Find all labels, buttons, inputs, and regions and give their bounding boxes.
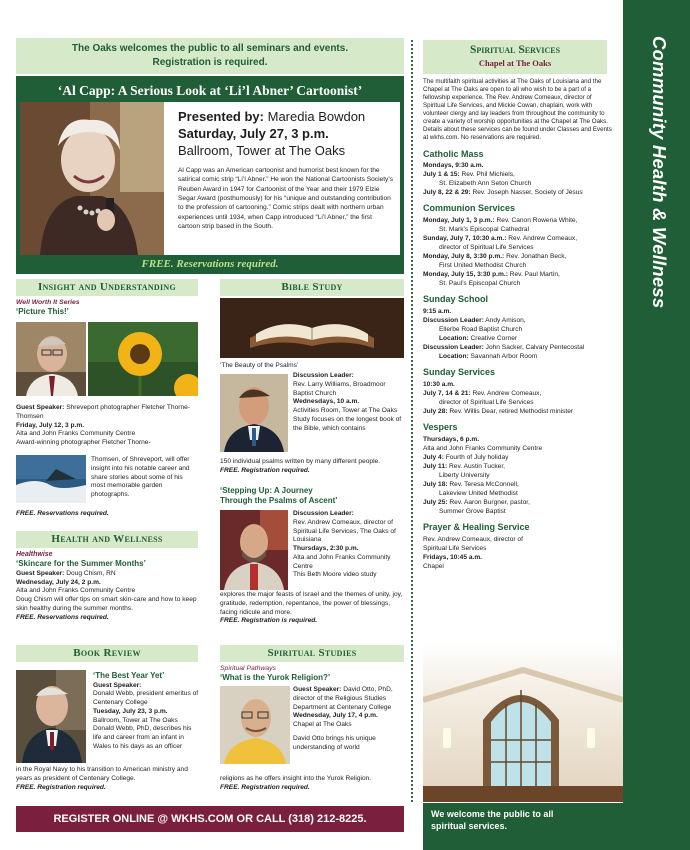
health-date: Wednesday, July 24, 2 p.m. (16, 578, 101, 586)
journey-title-2: Through the Psalms of Ascent’ (220, 496, 338, 505)
catholic-e2: Rev. Joseph Nasser, Society of Jesus (472, 189, 583, 197)
spiritual-header (423, 40, 607, 74)
vespers-e4-org: Summer Grove Baptist (439, 508, 506, 516)
chapel-photo (423, 640, 623, 802)
insight-header: Insight and Understanding (16, 279, 198, 296)
psalms-leader: Rev. Larry Williams, Broadmoor Baptist Church (293, 380, 386, 397)
vespers-e3-date: July 18: (423, 481, 448, 489)
vespers-e3-org: Lakeview United Methodist (439, 490, 518, 498)
feature-date: Saturday, July 27, 3 p.m. (178, 126, 329, 141)
vespers-e3: Rev. Teresa McConnell, (449, 481, 519, 489)
studies-title: ‘What is the Yurok Religion?’ (220, 673, 331, 683)
prayer-title: Prayer & Healing Service (423, 522, 530, 533)
feature-location: Ballroom, Tower at The Oaks (178, 143, 346, 158)
insight-speaker-label: Guest Speaker: (16, 404, 65, 411)
communion-e2-role: director of Spiritual Life Services (439, 243, 534, 251)
studies-series: Spiritual Pathways (220, 665, 276, 672)
vespers-e4-date: July 25: (423, 499, 448, 507)
psalms-free: FREE. Registration required. (220, 466, 310, 474)
insight-body-a: Award-winning photographer Fletcher Thorne- (16, 439, 151, 447)
journey-leader-label: Discussion Leader: (293, 510, 354, 517)
vespers-e1: Fourth of July holiday (445, 453, 509, 461)
book-header: Book Review (16, 645, 198, 662)
feature-title: ‘Al Capp: A Serious Look at ‘Li’l Abner’ Cartoonist’ (57, 83, 363, 98)
register-bar (16, 806, 404, 832)
studies-free: FREE. Registration required. (220, 783, 310, 791)
book-body-b: in the Royal Navy to his transition to American ministry and years as president of Centenary College. (16, 766, 188, 782)
sunday-e2-date: July 28: (423, 408, 448, 416)
communion-e1-date: Monday, July 1, 3 p.m.: (423, 216, 495, 224)
coast-photo (16, 455, 86, 503)
book-date: Tuesday, July 23, 3 p.m. (93, 707, 168, 715)
andrew-comeaux-photo (220, 510, 288, 590)
insight-venue: Alta and John Franks Community Centre (16, 430, 136, 438)
larry-williams-photo (220, 374, 288, 452)
sunflower-photo (88, 322, 198, 396)
health-body: Doug Chism will offer tips on smart skin-care and how to keep skin healthy during the summer months. (16, 596, 197, 612)
prayer-line2: Spiritual Life Services (423, 544, 487, 552)
school-e2-label: Discussion Leader: (423, 344, 484, 352)
studies-speaker: David Otto, PhD, director of the Religious Studies Department at Centenary College (293, 686, 393, 711)
communion-e1: Rev. Canon Rowena White, (496, 216, 578, 224)
school-e2: John Sacker, Calvary Pentecostal (485, 344, 585, 352)
sunday-e1: Rev. Andrew Comeaux, (472, 389, 542, 397)
feature-free: FREE. Reservations required. (141, 258, 279, 270)
school-e2-loc: Savannah Arbor Room (470, 353, 538, 361)
vespers-time: Thursdays, 6 p.m. (423, 435, 480, 443)
photographer-photo (16, 322, 86, 396)
presented-label: Presented by: (178, 109, 264, 124)
journey-title-1: ‘Stepping Up: A Journey (220, 486, 313, 495)
presenter-photo (20, 102, 164, 255)
book-venue: Ballroom, Tower at The Oaks (93, 716, 178, 724)
book-speaker-label: Guest Speaker: (93, 681, 142, 689)
psalms-leader-label: Discussion Leader: (293, 372, 354, 379)
communion-e4-church: St. Paul’s Episcopal Church (439, 280, 521, 288)
journey-free: FREE. Registration is required. (220, 617, 318, 625)
studies-date: Wednesday, July 17, 4 p.m. (293, 712, 378, 720)
studies-venue: Chapel at The Oaks (293, 721, 352, 729)
communion-e1-church: St. Mark’s Episcopal Cathedral (439, 225, 530, 233)
psalms-body-a: Study focuses on the longest book of the Bible, which contains (293, 415, 402, 432)
studies-speaker-label: Guest Speaker: (293, 686, 342, 693)
school-e2-loc-label: Location: (439, 353, 469, 361)
health-series: Healthwise (16, 551, 53, 558)
book-free: FREE. Registration required. (16, 783, 106, 791)
health-header: Health and Wellness (16, 531, 198, 548)
health-speaker-label: Guest Speaker: (16, 569, 65, 577)
book-speaker: Donald Webb, president emeritus of Centenary College (93, 690, 199, 707)
psalms-body-b: 150 individual psalms written by many different people. (220, 458, 381, 465)
insight-series: Well Worth It Series (16, 299, 80, 306)
sunday-e2: Rev. Willis Dear, retired Methodist minister (449, 408, 574, 416)
donald-webb-photo (16, 670, 86, 763)
welcome-line1: We welcome the public to all (431, 809, 554, 819)
vespers-e4: Rev. Aaron Burgner, pastor, (449, 499, 530, 507)
health-free: FREE. Reservations required. (16, 613, 109, 621)
catholic-e1-date: July 1 & 15: (423, 171, 460, 178)
communion-e4-date: Monday, July 15, 3:30 p.m.: (423, 271, 508, 279)
book-body-a: Donald Webb, PhD, describes his life and career from an infant in Wales to his days as an officer (93, 725, 192, 750)
catholic-e1: Rev. Phil Michiels, (461, 171, 515, 178)
health-title: ‘Skincare for the Summer Months’ (16, 559, 146, 569)
sunday-time: 10:30 a.m. (423, 380, 455, 388)
welcome-bar (423, 803, 623, 850)
psalms-title: ‘The Beauty of the Psalms’ (220, 362, 299, 369)
side-title: Community Health & Wellness (649, 36, 670, 309)
school-title: Sunday School (423, 294, 489, 305)
spiritual-title: Spiritual Services (469, 44, 561, 56)
vespers-e2-date: July 11: (423, 462, 448, 470)
feature-inner (20, 102, 400, 255)
journey-leader: Rev. Andrew Comeaux, director of Spiritual Life Services, The Oaks of Louisiana (293, 518, 396, 544)
communion-e3: Rev. Jonathan Beck, (506, 253, 567, 261)
vespers-e2: Rev. Austin Tucker, (449, 462, 505, 470)
open-bible-photo (220, 298, 404, 358)
school-e1-church: Ellerbe Road Baptist Church (439, 326, 523, 334)
communion-e2-date: Sunday, July 7, 10:30 a.m.: (423, 234, 507, 242)
journey-date: Thursdays, 2:30 p.m. (293, 545, 359, 553)
health-venue: Alta and John Franks Community Centre (16, 587, 136, 595)
insight-speaker: Shreveport photographer Fletcher Thorne-Thomsen (16, 404, 190, 420)
school-e1-loc-label: Location: (439, 335, 469, 343)
spiritual-subtitle: Chapel at The Oaks (478, 58, 552, 68)
catholic-time: Mondays, 9:30 a.m. (423, 161, 484, 169)
welcome-line2: spiritual services. (431, 821, 508, 831)
studies-header: Spiritual Studies (220, 645, 404, 662)
insight-date: Friday, July 12, 3 p.m. (16, 421, 85, 429)
register-text[interactable]: REGISTER ONLINE @ WKHS.COM OR CALL (318) 212-8225. (53, 813, 367, 825)
communion-e2: Rev. Andrew Comeaux, (508, 234, 578, 242)
sunday-title: Sunday Services (423, 367, 496, 378)
journey-venue: Alta and John Franks Community Centre (293, 553, 391, 570)
studies-body-a: David Otto brings his unique understanding of world (293, 734, 376, 751)
feature-box (16, 76, 404, 274)
side-bar (623, 0, 690, 850)
book-title: ‘The Best Year Yet’ (93, 671, 165, 680)
insight-title: ‘Picture This!’ (16, 307, 69, 317)
catholic-title: Catholic Mass (423, 148, 484, 159)
top-banner-line2: Registration is required. (152, 57, 268, 68)
school-e1-label: Discussion Leader: (423, 316, 484, 324)
prayer-time: Fridays, 10:45 a.m. (423, 554, 483, 562)
sunday-e1-date: July 7, 14 & 21: (423, 389, 471, 397)
column-divider (411, 40, 413, 802)
communion-e4: Rev. Paul Martin, (509, 271, 560, 279)
top-banner (16, 38, 404, 74)
presenter-name: Maredia Bowdon (267, 109, 366, 124)
journey-body-a: This Beth Moore video study (293, 571, 377, 579)
insight-free: FREE. Reservations required. (16, 510, 109, 517)
journey-body-b: explores the major feasts of Israel and the themes of unity, joy, gratitude, redemption, repentance, the power of blessings, facing ridicule and more. (220, 591, 403, 616)
school-e1-loc: Creative Corner (470, 335, 518, 343)
vespers-title: Vespers (423, 422, 458, 433)
insight-body-b: Thomsen, of Shreveport, will offer insight into his notable career and share stories about some of his most memorable garden photographs. (91, 456, 190, 499)
school-time: 9:15 a.m. (423, 307, 452, 315)
david-otto-photo (220, 686, 290, 764)
vespers-venue: Alta and John Franks Community Centre (423, 444, 543, 452)
feature-body: Al Capp was an American cartoonist and humorist best known for the satirical comic strip “Li’l Abner.” He won the National Cartoonists Society’s Reuben Award in 1947 for Cartoonist of the Year and their 1979 Elzie Segar Award (posthumously) for his “unique and outstanding contribution to the profession of cartooning.” Comic strips dealt with northern urban experiences until 1934, when Capp introduced “Li’l Abner,” the first cartoon strip based in the South. (178, 167, 393, 231)
communion-title: Communion Services (423, 203, 516, 214)
top-banner-line1: The Oaks welcomes the public to all seminars and events. (71, 43, 349, 54)
sunday-e1-role: director of Spiritual Life Services (439, 399, 534, 406)
spiritual-intro: The multifaith spiritual activities at The Oaks of Louisiana and the Chapel at The Oaks are open to all who wish to be a part of a fellowship experience. The Rev. Andrew Comeaux, director of Spiritual Life Services, and Mickie Cowan, chaplain, work with volunteer clergy and lay leaders from throughout the community to create a variety of worship opportunities at the Chapel at The Oaks. Details about these services can be found under Classes and Events at wkhs.com. No reservations are required. (423, 78, 612, 142)
psalms-date: Wednesdays, 10 a.m. (293, 398, 360, 406)
vespers-e1-date: July 4: (423, 453, 444, 461)
psalms-venue: Activities Room, Tower at The Oaks (293, 407, 398, 415)
studies-body-b: religions as he offers insight into the Yurok Religion. (220, 775, 372, 782)
communion-e3-date: Monday, July 8, 3:30 p.m.: (423, 253, 505, 261)
catholic-e2-date: July 8, 22 & 29: (423, 189, 471, 197)
bible-header: Bible Study (220, 279, 404, 296)
vespers-e2-org: Liberty University (439, 471, 490, 479)
prayer-venue: Chapel (423, 563, 444, 571)
health-speaker: Doug Chism, RN (66, 569, 116, 577)
communion-e3-church: First United Methodist Church (439, 262, 527, 270)
school-e1: Andy Amison, (485, 316, 526, 324)
prayer-line1: Rev. Andrew Comeaux, director of (423, 535, 523, 543)
catholic-e1-church: St. Elizabeth Ann Seton Church (439, 180, 532, 188)
